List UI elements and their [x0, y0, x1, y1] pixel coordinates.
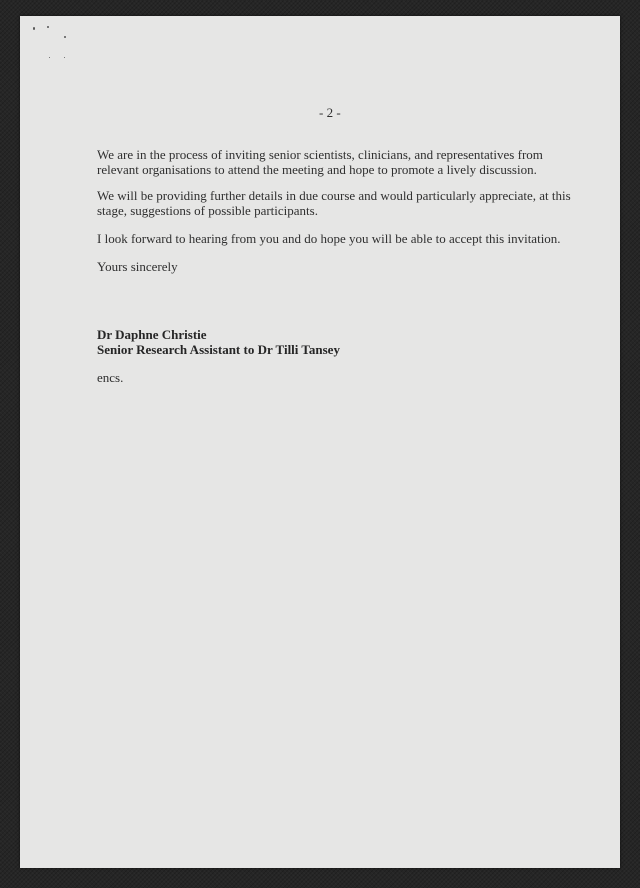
paragraph-1-line-1: We are in the process of inviting senior scientists, clinicians, and representatives from: [97, 147, 543, 162]
closing: Yours sincerely: [97, 259, 178, 274]
document-page: [20, 16, 620, 868]
scan-specks: [20, 16, 100, 76]
paragraph-2-line-2: stage, suggestions of possible participants.: [97, 203, 318, 218]
signatory-name: Dr Daphne Christie: [97, 327, 207, 342]
enclosures: encs.: [97, 370, 124, 385]
page-number: - 2 -: [319, 105, 341, 120]
paragraph-1-line-2: relevant organisations to attend the meeting and hope to promote a lively discussion.: [97, 162, 537, 177]
paragraph-3-line-1: I look forward to hearing from you and do hope you will be able to accept this invitation.: [97, 231, 561, 246]
paragraph-2-line-1: We will be providing further details in due course and would particularly appreciate, at this: [97, 188, 571, 203]
signatory-title: Senior Research Assistant to Dr Tilli Tansey: [97, 342, 340, 357]
